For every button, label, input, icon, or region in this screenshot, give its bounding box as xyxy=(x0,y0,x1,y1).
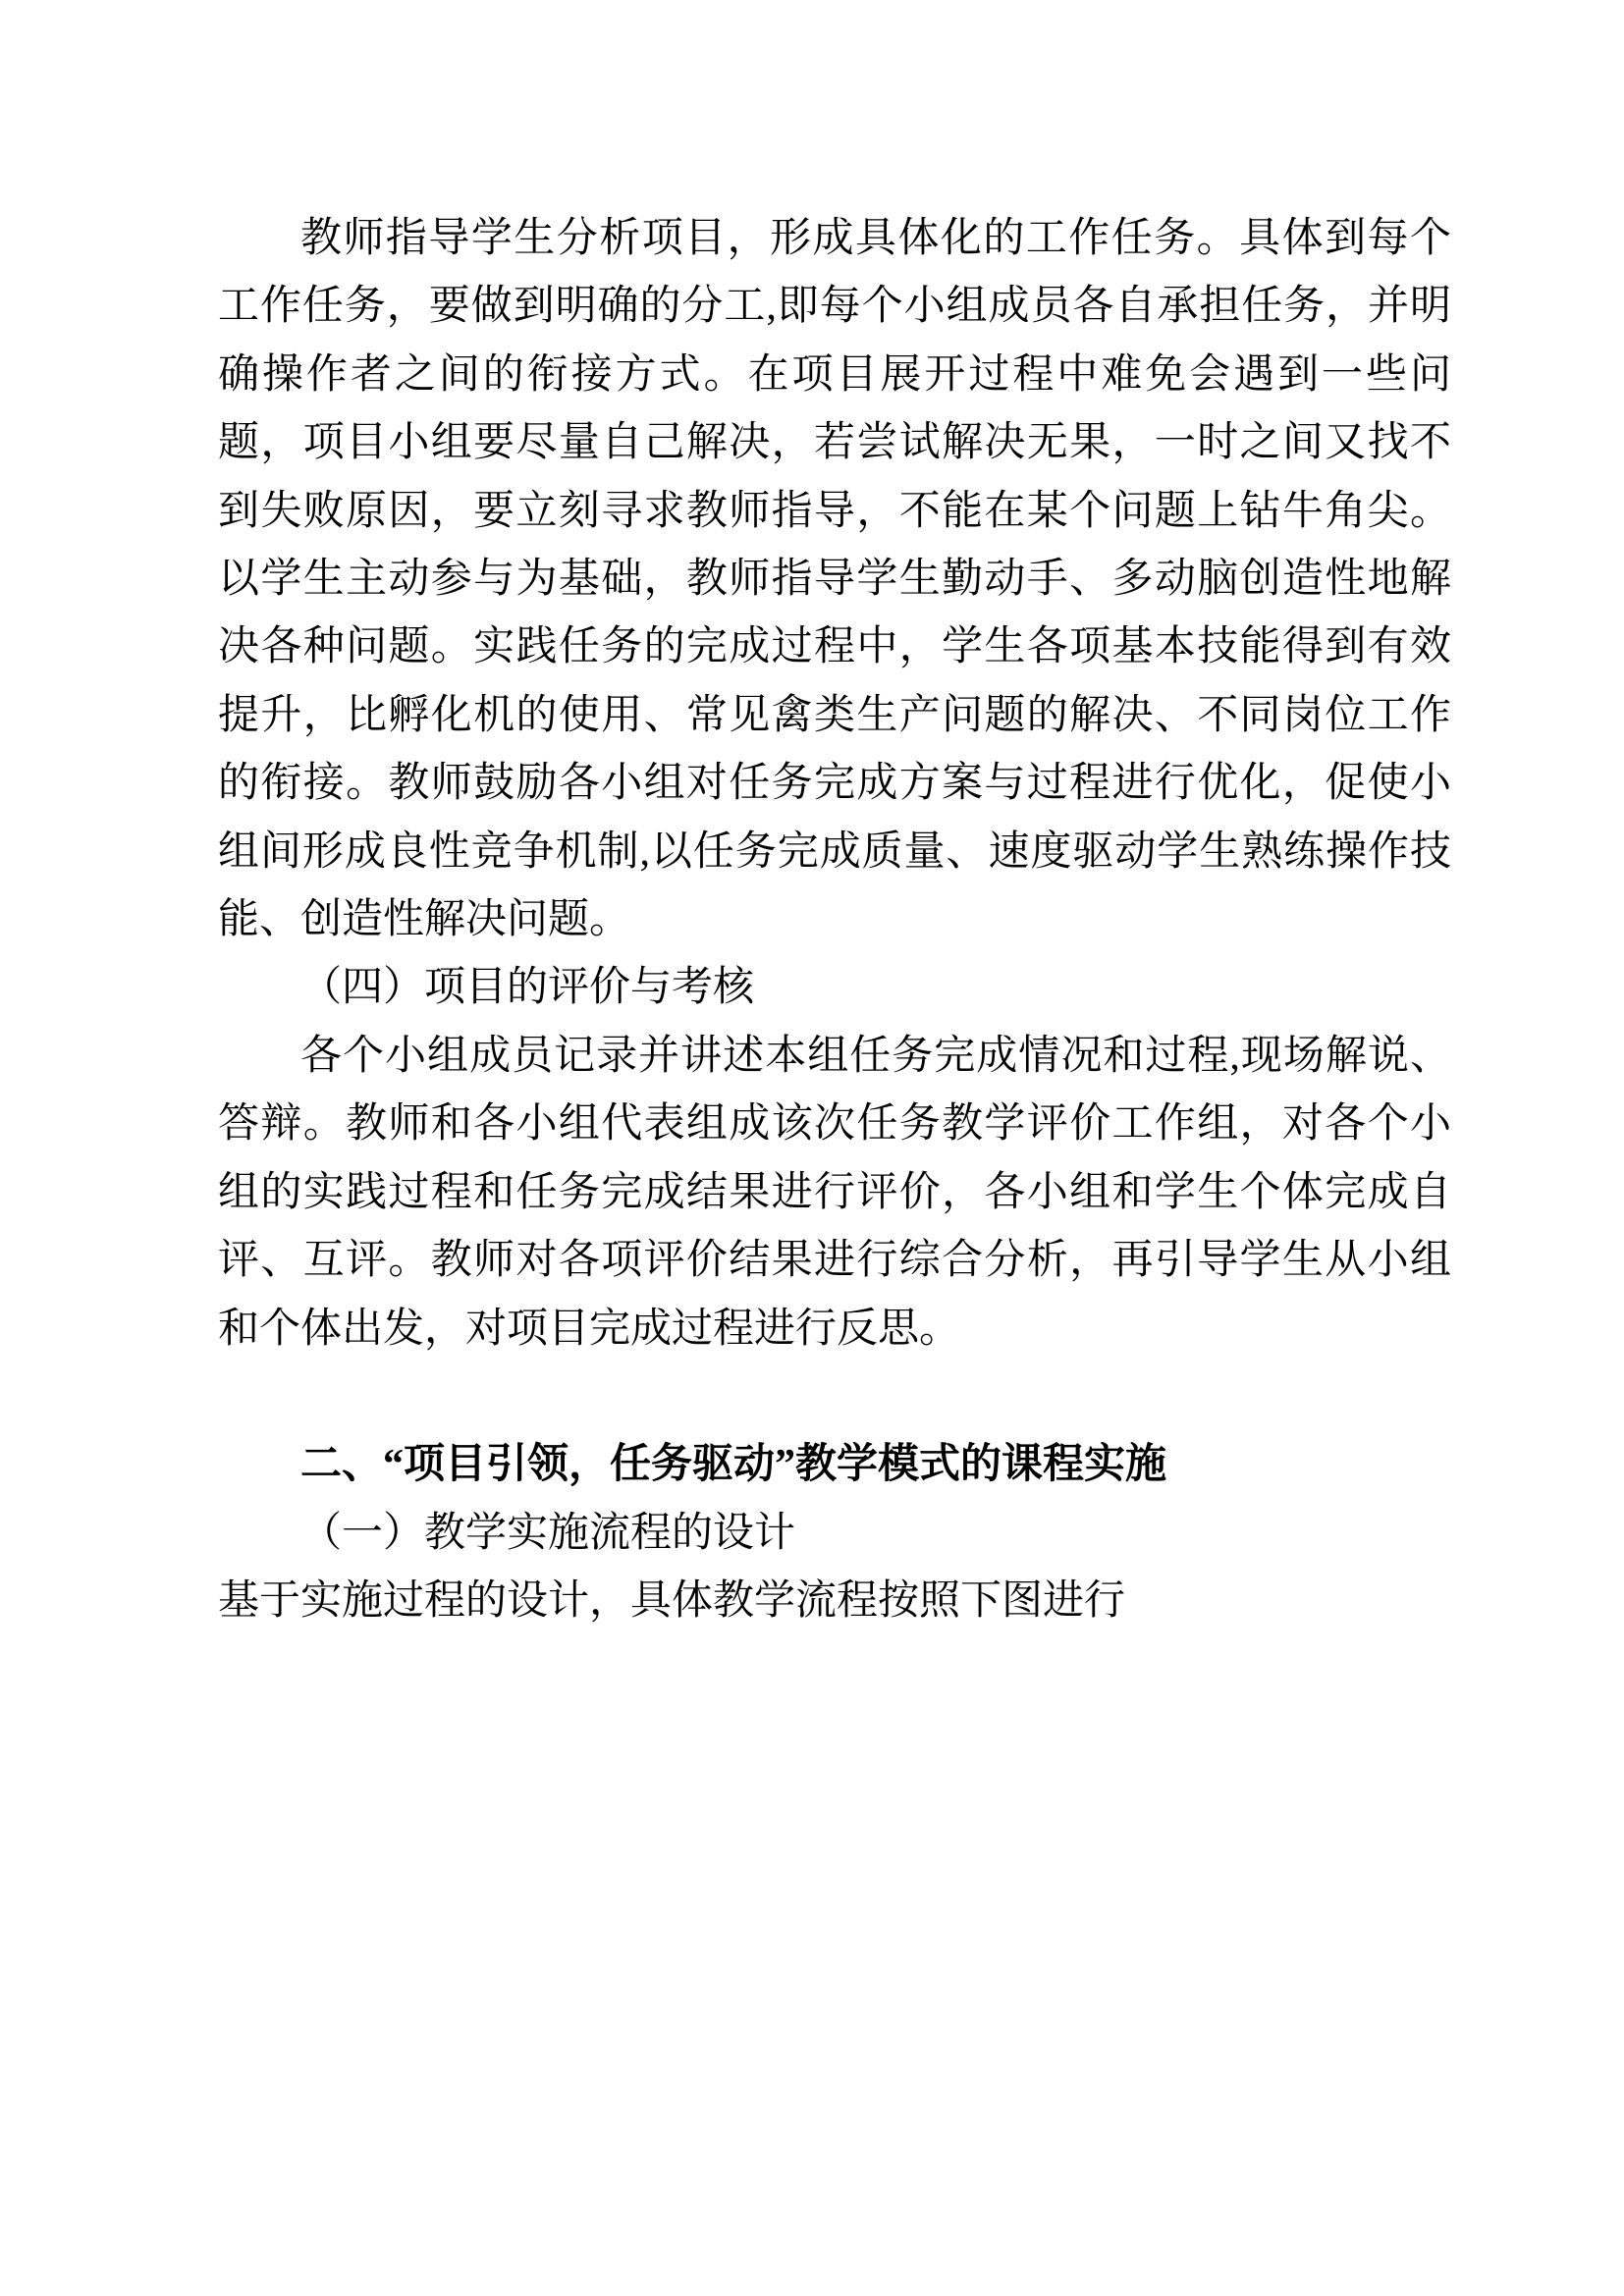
body-paragraph-project-tasks: 教师指导学生分析项目，形成具体化的工作任务。具体到每个工作任务，要做到明确的分工,即每个小组成员各自承担任务，并明确操作者之间的衔接方式。在项目展开过程中难免会遇到一些问题，项目小组要尽量自己解决，若尝试解决无果，一时之间又找不到失败原因，要立刻寻求教师指导，不能在某个问题上钻牛角尖。以学生主动参与为基础，教师指导学生勤动手、多动脑创造性地解决各种问题。实践任务的完成过程中，学生各项基本技能得到有效提升，比孵化机的使用、常见禽类生产问题的解决、不同岗位工作的衔接。教师鼓励各小组对任务完成方案与过程进行优化，促使小组间形成良性竞争机制,以任务完成质量、速度驱动学生熟练操作技能、创造性解决问题。 xyxy=(218,216,1451,943)
subsection-heading-evaluation: （四）项目的评价与考核 xyxy=(300,965,755,1011)
document-text-block xyxy=(218,205,1451,1636)
chapter-heading-course-implementation: 二、“项目引领，任务驱动”教学模式的课程实施 xyxy=(300,1442,1167,1488)
body-paragraph-evaluation-process: 各个小组成员记录并讲述本组任务完成情况和过程,现场解说、答辩。教师和各小组代表组成该次任务教学评价工作组，对各个小组的实践过程和任务完成结果进行评价，各小组和学生个体完成自评、互评。教师对各项评价结果进行综合分析，再引导学生从小组和个体出发，对项目完成过程进行反思。 xyxy=(218,1033,1451,1352)
closing-line-flow-diagram-note: 基于实施过程的设计，具体教学流程按照下图进行 xyxy=(218,1578,1126,1625)
subsection-heading-teaching-flow-design: （一）教学实施流程的设计 xyxy=(300,1510,796,1556)
